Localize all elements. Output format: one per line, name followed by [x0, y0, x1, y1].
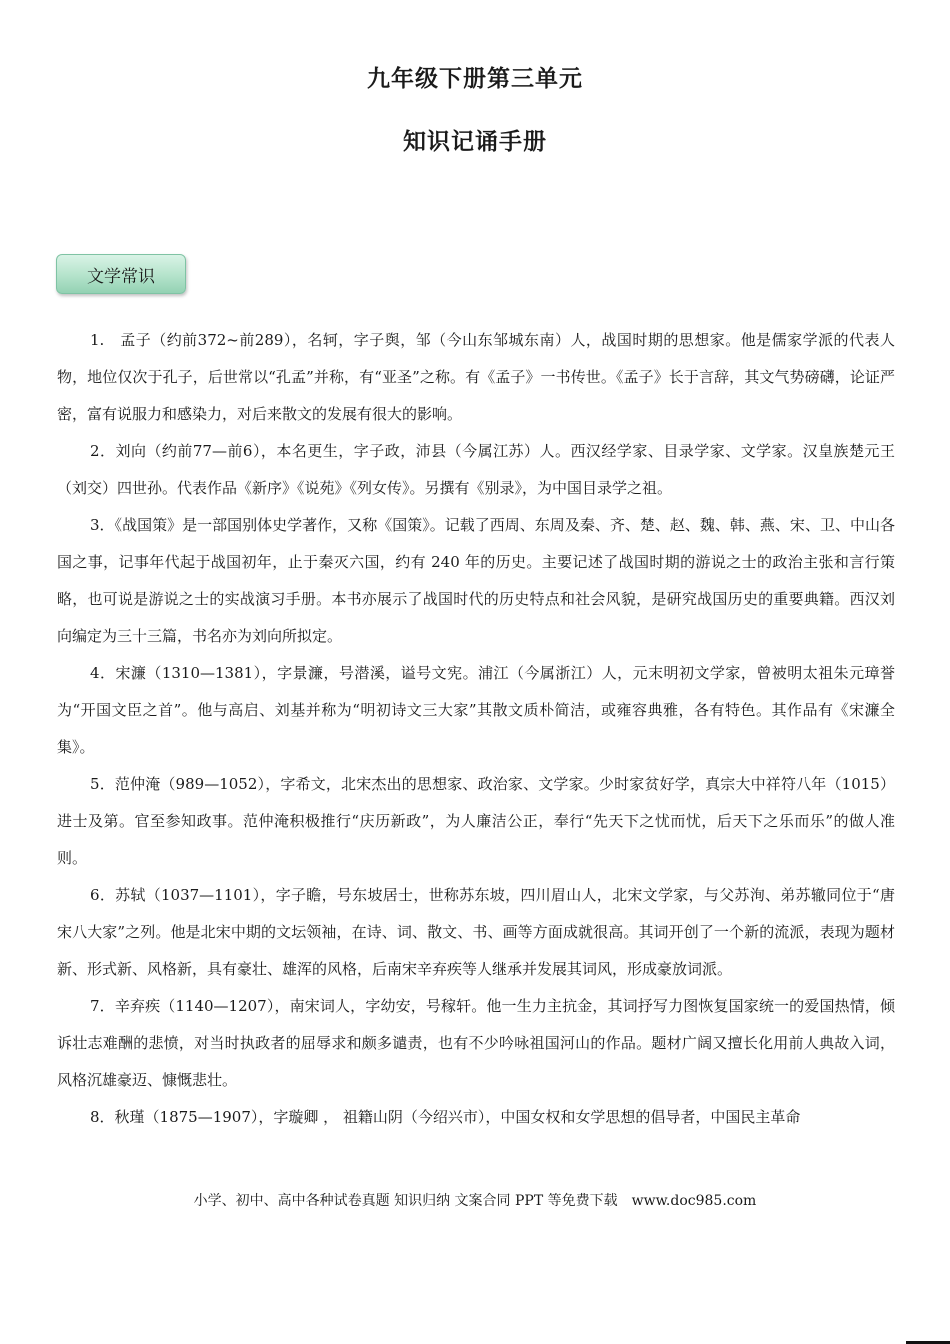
section-badge-literary-knowledge: 文学常识: [56, 254, 186, 294]
article-body: [57, 322, 895, 1136]
page-footer: 小学、初中、高中各种试卷真题 知识归纳 文案合同 PPT 等免费下载 www.doc985.com: [193, 1193, 757, 1209]
page-subtitle: 知识记诵手册: [403, 129, 547, 155]
paragraph-su-shi: 6．苏轼（1037—1101），字子瞻，号东坡居士，世称苏东坡，四川眉山人，北宋文学家，与父苏洵、弟苏辙同位于“唐宋八大家”之列。他是北宋中期的文坛领袖，在诗、词、散文、书、画等方面成就很高。其词开创了一个新的流派，表现为题材新、形式新、风格新，具有豪壮、雄浑的风格，后南宋辛弃疾等人继承并发展其词风，形成豪放词派。: [57, 886, 895, 978]
paragraph-song-lian: 4．宋濂（1310—1381），字景濂，号潜溪，谥号文宪。浦江（今属浙江）人，元末明初文学家，曾被明太祖朱元璋誉为“开国文臣之首”。他与高启、刘基并称为“明初诗文三大家”其散文质朴简洁，或雍容典雅，各有特色。其作品有《宋濂全集》。: [57, 664, 895, 756]
paragraph-xin-qiji: 7．辛弃疾（1140—1207），南宋词人，字幼安，号稼轩。他一生力主抗金，其词抒写力图恢复国家统一的爱国热情，倾诉壮志难酬的悲愤，对当时执政者的屈辱求和颇多谴责，也有不少吟咏祖国河山的作品。题材广阔又擅长化用前人典故入词，风格沉雄豪迈、慷慨悲壮。: [57, 997, 895, 1089]
paragraph-fan-zhongyan: 5．范仲淹（989—1052），字希文，北宋杰出的思想家、政治家、文学家。少时家贫好学，真宗大中祥符八年（1015）进士及第。官至参知政事。范仲淹积极推行“庆历新政”，为人廉洁公正，奉行“先天下之忧而忧，后天下之乐而乐”的做人准则。: [57, 775, 895, 867]
paragraph-zhanguoce: 3．《战国策》是一部国别体史学著作，又称《国策》。记载了西周、东周及秦、齐、楚、赵、魏、韩、燕、宋、卫、中山各国之事，记事年代起于战国初年，止于秦灭六国，约有 240 年的历史。主要记述了战国时期的游说之士的政治主张和言行策略，也可说是游说之士的实战演习手册。本书亦展示了战国时代的历史特点和社会风貌，是研究战国历史的重要典籍。西汉刘向编定为三十三篇，书名亦为刘向所拟定。: [57, 516, 895, 645]
paragraph-liu-xiang: 2．刘向（约前77—前6），本名更生，字子政，沛县（今属江苏）人。西汉经学家、目录学家、文学家。汉皇族楚元王（刘交）四世孙。代表作品《新序》《说苑》《列女传》。另撰有《别录》，为中国目录学之祖。: [57, 442, 895, 497]
paragraph-qiu-jin: 8．秋瑾（1875—1907），字璇卿 ， 祖籍山阴（今绍兴市），中国女权和女学思想的倡导者，中国民主革命: [90, 1108, 801, 1126]
paragraph-mencius: 1. 孟子（约前372~前289），名轲，字子舆，邹（今山东邹城东南）人，战国时期的思想家。他是儒家学派的代表人物，地位仅次于孔子，后世常以“孔孟”并称，有“亚圣”之称。有《孟子》一书传世。《孟子》长于言辞，其文气势磅礴，论证严密，富有说服力和感染力，对后来散文的发展有很大的影响。: [57, 331, 895, 423]
page-title: 九年级下册第三单元: [367, 66, 583, 92]
